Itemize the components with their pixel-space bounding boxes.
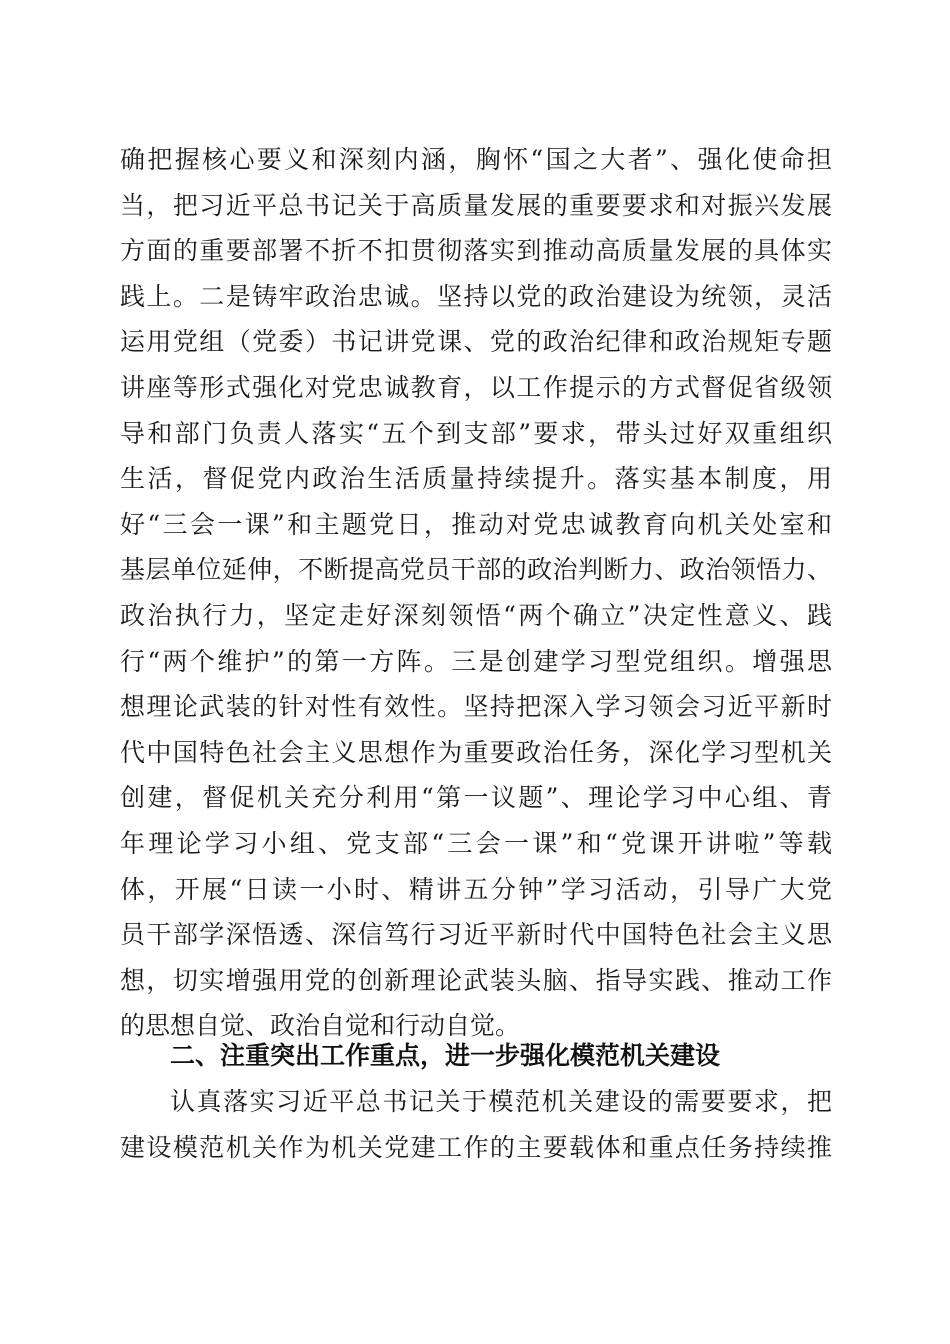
- paragraph-2-line: 建设模范机关作为机关党建工作的主要载体和重点任务持续推: [120, 1132, 832, 1162]
- paragraph-1-line: 行“两个维护”的第一方阵。三是创建学习型党组织。增强思: [120, 646, 832, 676]
- paragraph-1-line: 方面的重要部署不折不扣贯彻落实到推动高质量发展的具体实: [120, 236, 832, 266]
- paragraph-1-line: 体，开展“日读一小时、精讲五分钟”学习活动，引导广大党: [120, 874, 832, 904]
- paragraph-1-line: 导和部门负责人落实“五个到支部”要求，带头过好双重组织: [120, 418, 832, 448]
- paragraph-1-line: 讲座等形式强化对党忠诚教育，以工作提示的方式督促省级领: [120, 373, 832, 402]
- paragraph-1-line: 年理论学习小组、党支部“三会一课”和“党课开讲啦”等载: [120, 829, 832, 858]
- paragraph-1-line: 基层单位延伸，不断提高党员干部的政治判断力、政治领悟力、: [120, 555, 832, 585]
- paragraph-1-line: 当，把习近平总书记关于高质量发展的重要要求和对振兴发展: [120, 190, 832, 220]
- paragraph-1-line: 创建，督促机关充分利用“第一议题”、理论学习中心组、青: [120, 783, 832, 813]
- paragraph-1-line: 生活，督促党内政治生活质量持续提升。落实基本制度，用: [120, 464, 832, 494]
- paragraph-1-line: 运用党组（党委）书记讲党课、党的政治纪律和政治规矩专题: [120, 327, 832, 357]
- paragraph-1-line: 想理论武装的针对性有效性。坚持把深入学习领会习近平新时: [120, 692, 832, 722]
- paragraph-1-line: 好“三会一课”和主题党日，推动对党忠诚教育向机关处室和: [120, 509, 832, 539]
- paragraph-1-line: 践上。二是铸牢政治忠诚。坚持以党的政治建设为统领，灵活: [120, 281, 832, 311]
- paragraph-2-line: 认真落实习近平总书记关于模范机关建设的需要要求，把: [170, 1087, 832, 1116]
- paragraph-1-line: 确把握核心要义和深刻内涵，胸怀“国之大者”、强化使命担: [120, 145, 832, 174]
- paragraph-1-line: 代中国特色社会主义思想作为重要政治任务，深化学习型机关: [120, 737, 832, 767]
- section-heading: 二、注重突出工作重点，进一步强化模范机关建设: [170, 1041, 721, 1070]
- paragraph-1-line: 政治执行力，坚定走好深刻领悟“两个确立”决定性意义、践: [120, 601, 832, 630]
- paragraph-1-line: 想，切实增强用党的创新理论武装头脑、指导实践、推动工作: [120, 965, 832, 995]
- paragraph-1-line: 的思想自觉、政治自觉和行动自觉。: [120, 1011, 521, 1041]
- paragraph-1-line: 员干部学深悟透、深信笃行习近平新时代中国特色社会主义思: [120, 920, 832, 950]
